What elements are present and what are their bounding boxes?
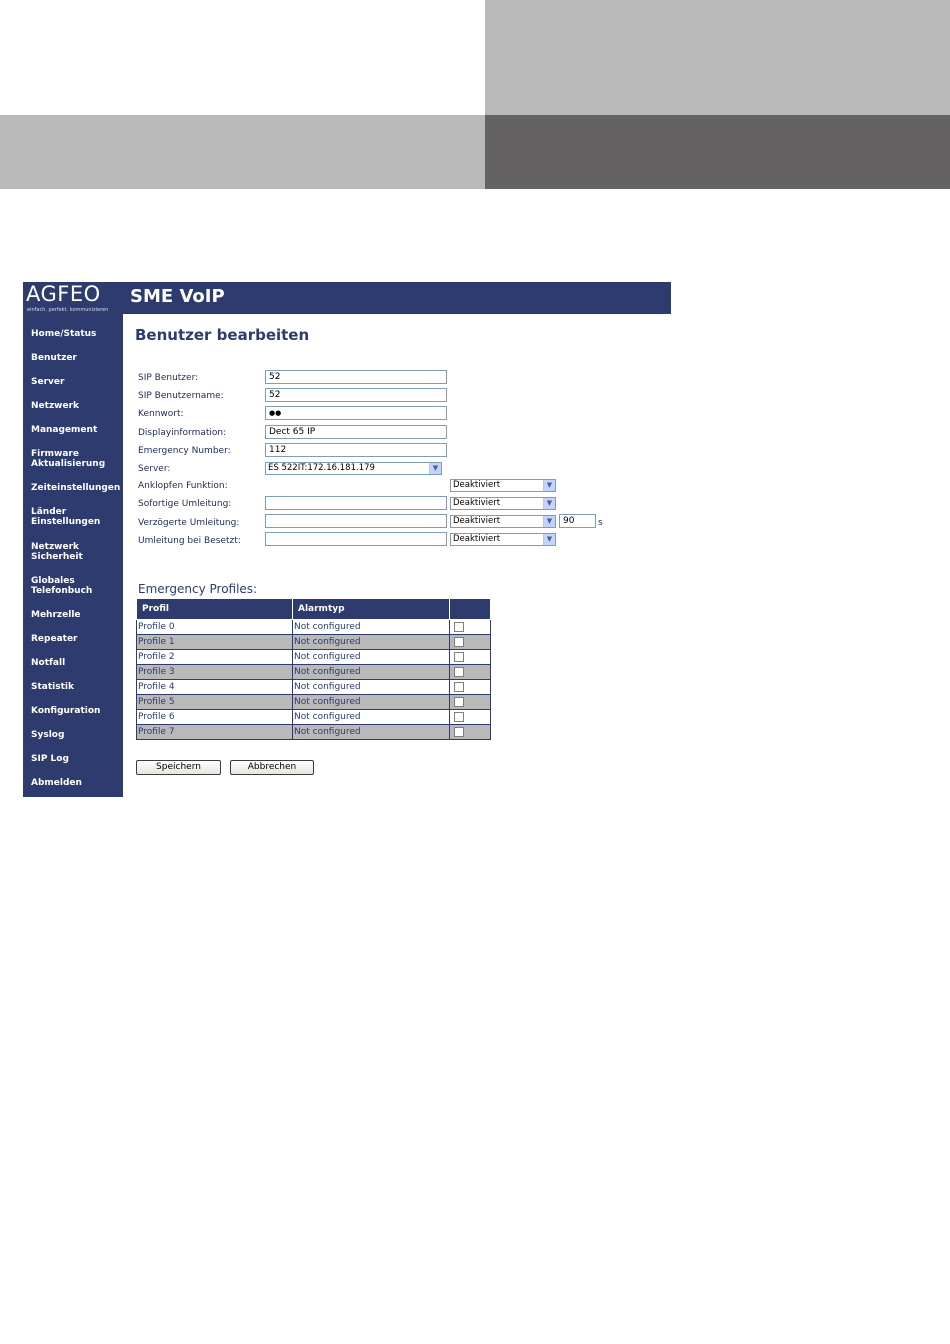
nav-item-sip-log[interactable]: SIP Log [31,754,69,764]
bottom-right-band [485,115,950,189]
profile-alarm: Not configured [293,620,450,635]
profile-checkbox[interactable] [454,727,464,737]
logo-tagline: einfach. perfekt. kommunizieren [27,307,109,313]
server-label: Server: [138,464,171,474]
busy-forward-label: Umleitung bei Besetzt: [138,536,241,546]
column-header-select [450,599,491,620]
busy-forward-select[interactable] [450,533,556,546]
busy-forward-input[interactable] [265,532,447,546]
nav-item-benutzer[interactable]: Benutzer [31,353,77,363]
table-row [137,680,491,695]
table-row [137,635,491,650]
table-row [137,695,491,710]
display-info-label: Displayinformation: [138,428,227,438]
profile-name: Profile 3 [137,665,293,680]
profile-name: Profile 4 [137,680,293,695]
table-row [137,665,491,680]
emergency-number-label: Emergency Number: [138,446,231,456]
profile-alarm: Not configured [293,695,450,710]
sidebar [23,282,123,797]
table-header-row [137,599,491,620]
server-select-value: ES 522IT:172.16.181.179 [268,463,375,473]
password-label: Kennwort: [138,409,184,419]
nav-item-abmelden[interactable]: Abmelden [31,778,82,788]
server-select[interactable] [265,462,442,475]
sip-username-label: SIP Benutzername: [138,391,224,401]
sip-user-input[interactable]: 52 [265,370,447,384]
nav-item-netzwerk[interactable]: Netzwerk [31,401,80,411]
save-button[interactable]: Speichern [136,760,221,775]
nav-item-management[interactable]: Management [31,425,98,435]
nav-item-home-status[interactable]: Home/Status [31,329,97,339]
nav-item-telefonbuch[interactable]: Globales Telefonbuch [31,576,93,596]
nav-item-statistik[interactable]: Statistik [31,682,74,692]
header-bar [123,282,671,314]
top-left-band [0,0,485,115]
nav-item-zeiteinstellungen[interactable]: Zeiteinstellungen [31,483,121,493]
nav-item-laender[interactable]: Länder Einstellungen [31,507,101,527]
nav-item-mehrzelle[interactable]: Mehrzelle [31,610,81,620]
chevron-down-icon: ▼ [543,480,555,491]
profile-checkbox[interactable] [454,682,464,692]
immediate-forward-input[interactable] [265,496,447,510]
emergency-number-input[interactable]: 112 [265,443,447,457]
profile-checkbox-cell [450,725,491,740]
nav-item-notfall[interactable]: Notfall [31,658,66,668]
profile-alarm: Not configured [293,650,450,665]
sip-username-input[interactable]: 52 [265,388,447,402]
profile-alarm: Not configured [293,710,450,725]
chevron-down-icon: ▼ [543,498,555,509]
profile-checkbox-cell [450,650,491,665]
profile-alarm: Not configured [293,725,450,740]
display-info-input[interactable]: Dect 65 IP [265,425,447,439]
seconds-unit: s [598,518,603,528]
delay-seconds-input[interactable]: 90 [559,514,596,528]
table-row [137,620,491,635]
immediate-forward-select[interactable] [450,497,556,510]
password-input[interactable]: ●● [265,406,447,420]
delayed-forward-select[interactable] [450,515,556,528]
delayed-forward-input[interactable] [265,514,447,528]
call-waiting-value: Deaktiviert [453,480,501,490]
emergency-profiles-heading: Emergency Profiles: [138,582,258,596]
delayed-forward-label: Verzögerte Umleitung: [138,518,240,528]
profile-checkbox[interactable] [454,697,464,707]
nav-item-netzwerk-sicherheit[interactable]: Netzwerk Sicherheit [31,542,83,562]
chevron-down-icon: ▼ [543,534,555,545]
cancel-button[interactable]: Abbrechen [230,760,314,775]
logo-text: AGFEO [26,282,101,306]
delayed-forward-value: Deaktiviert [453,516,501,526]
profile-name: Profile 6 [137,710,293,725]
profile-checkbox-cell [450,620,491,635]
chevron-down-icon: ▼ [543,516,555,527]
profile-checkbox-cell [450,680,491,695]
column-header-alarmtyp: Alarmtyp [293,599,450,620]
nav-item-syslog[interactable]: Syslog [31,730,65,740]
sip-user-label: SIP Benutzer: [138,373,199,383]
logo [23,282,123,314]
profile-alarm: Not configured [293,635,450,650]
page-title: Benutzer bearbeiten [135,326,310,344]
profile-checkbox-cell [450,710,491,725]
table-row [137,710,491,725]
nav-item-firmware[interactable]: Firmware Aktualisierung [31,449,106,469]
profile-alarm: Not configured [293,680,450,695]
profile-checkbox-cell [450,665,491,680]
profile-checkbox[interactable] [454,652,464,662]
profile-checkbox[interactable] [454,622,464,632]
profile-alarm: Not configured [293,665,450,680]
profile-checkbox[interactable] [454,667,464,677]
immediate-forward-value: Deaktiviert [453,498,501,508]
column-header-profil: Profil [137,599,293,620]
profile-name: Profile 5 [137,695,293,710]
immediate-forward-label: Sofortige Umleitung: [138,499,232,509]
table-row [137,650,491,665]
profile-checkbox[interactable] [454,712,464,722]
profile-name: Profile 7 [137,725,293,740]
bottom-left-band [0,115,485,189]
app-window [23,282,671,797]
nav-item-konfiguration[interactable]: Konfiguration [31,706,101,716]
main-content [123,314,671,797]
app-title: SME VoIP [130,286,225,307]
profile-name: Profile 2 [137,650,293,665]
busy-forward-value: Deaktiviert [453,534,501,544]
profile-name: Profile 1 [137,635,293,650]
call-waiting-label: Anklopfen Funktion: [138,481,228,491]
emergency-profiles-table [136,598,491,740]
nav-item-server[interactable]: Server [31,377,65,387]
call-waiting-select[interactable] [450,479,556,492]
table-row [137,725,491,740]
profile-checkbox-cell [450,695,491,710]
nav-item-repeater[interactable]: Repeater [31,634,78,644]
top-right-band [485,0,950,115]
chevron-down-icon: ▼ [429,463,441,474]
profile-checkbox[interactable] [454,637,464,647]
profile-checkbox-cell [450,635,491,650]
profile-name: Profile 0 [137,620,293,635]
